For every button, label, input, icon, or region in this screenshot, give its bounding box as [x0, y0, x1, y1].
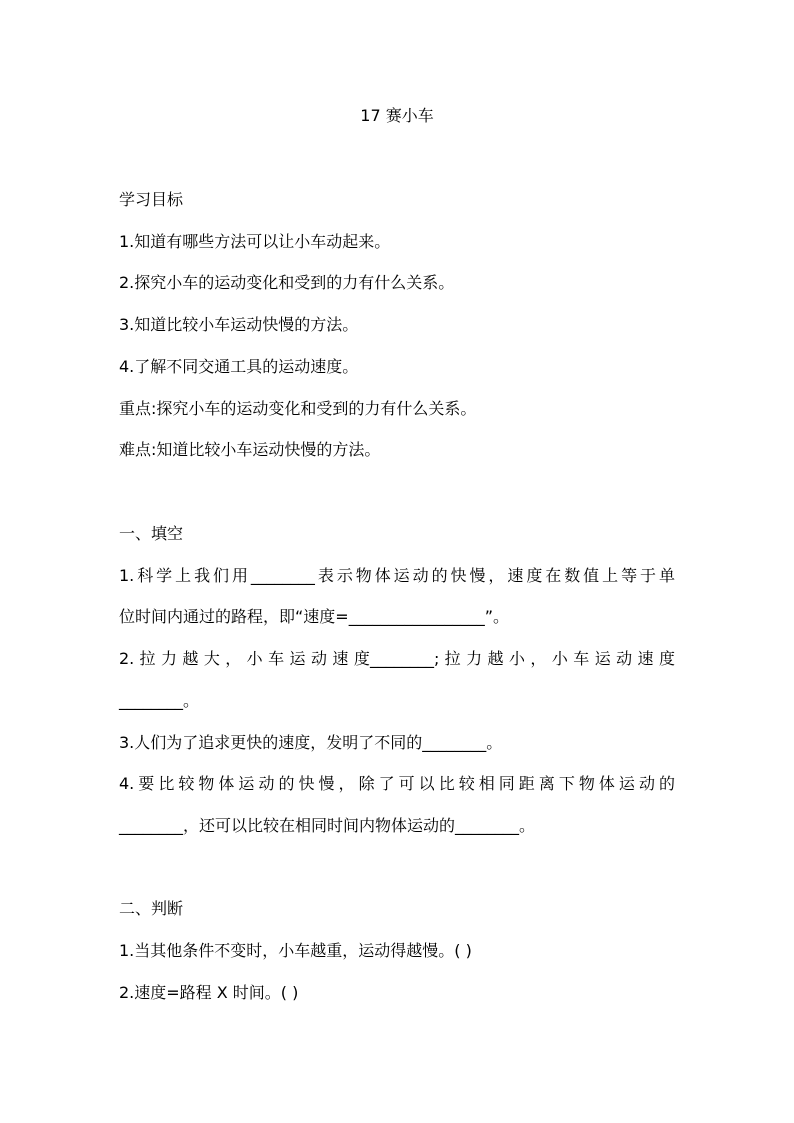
- fill-blank-q1-line1: 1.科学上我们用________表示物体运动的快慢，速度在数值上等于单: [119, 566, 675, 585]
- objective-item-4: 4.了解不同交通工具的运动速度。: [119, 357, 359, 376]
- objective-item-2: 2.探究小车的运动变化和受到的力有什么关系。: [119, 273, 455, 292]
- judge-heading: 二、判断: [119, 899, 184, 918]
- fill-blank-q4-line2: ________，还可以比较在相同时间内物体运动的________。: [119, 816, 536, 835]
- page-title: 17 赛小车: [360, 106, 434, 125]
- fill-blank-q1-line2: 位时间内通过的路程，即“速度=_________________”。: [119, 607, 509, 626]
- judge-item-2: 2.速度=路程 X 时间。( ): [119, 983, 299, 1002]
- objective-item-3: 3.知道比较小车运动快慢的方法。: [119, 315, 359, 334]
- fill-blank-heading: 一、填空: [119, 524, 184, 543]
- fill-blank-q4-line1: 4.要比较物体运动的快慢，除了可以比较相同距离下物体运动的: [119, 774, 675, 793]
- objectives-heading: 学习目标: [119, 190, 184, 209]
- judge-item-1: 1.当其他条件不变时，小车越重，运动得越慢。( ): [119, 941, 472, 960]
- fill-blank-q3: 3.人们为了追求更快的速度，发明了不同的________。: [119, 733, 503, 752]
- fill-blank-q2-line1: 2. 拉 力 越 大 ， 小 车 运 动 速 度________; 拉 力 越 小 ， 小 车 运 动 速 度: [119, 649, 675, 668]
- key-point: 重点:探究小车的运动变化和受到的力有什么关系。: [119, 399, 477, 418]
- objective-item-1: 1.知道有哪些方法可以让小车动起来。: [119, 232, 391, 251]
- difficulty-point: 难点:知道比较小车运动快慢的方法。: [119, 440, 381, 459]
- fill-blank-q2-line2: ________。: [119, 691, 200, 710]
